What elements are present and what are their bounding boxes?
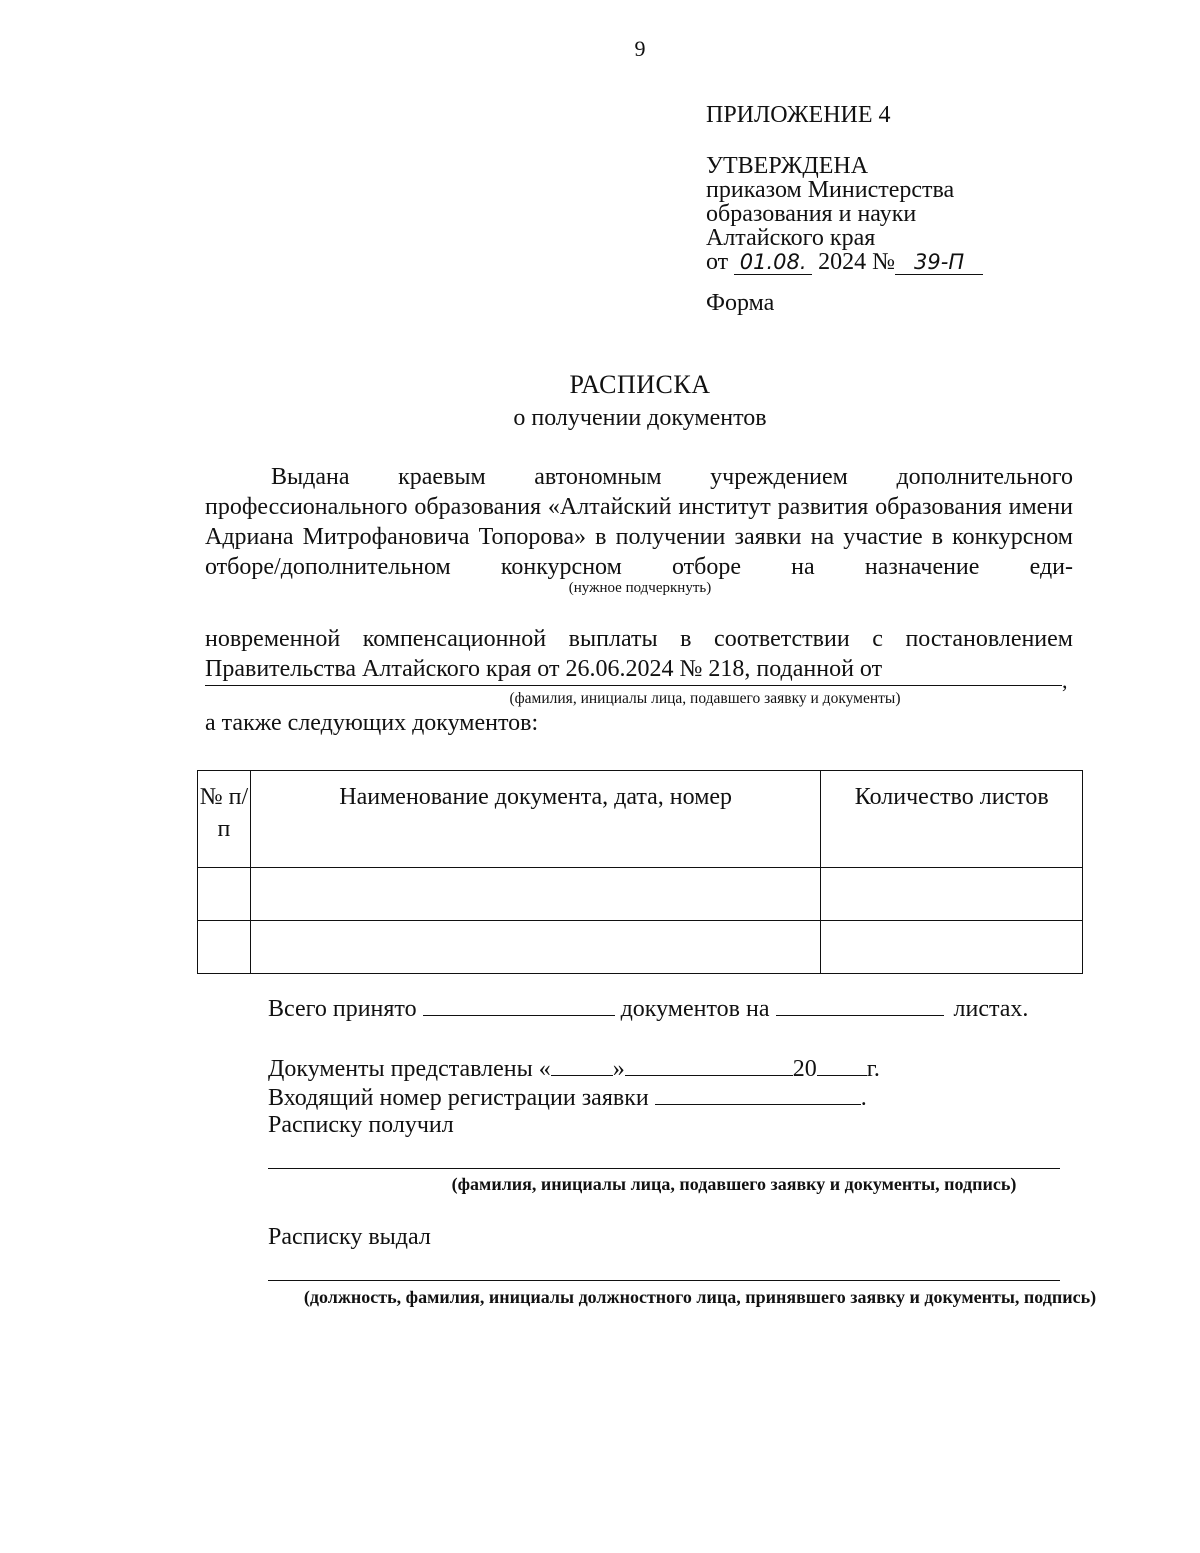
header-sheet-count: Количество листов (821, 771, 1083, 868)
day-blank[interactable] (551, 1055, 613, 1076)
table-cell[interactable] (198, 868, 251, 921)
order-date-handwritten: 01.08. (734, 250, 812, 275)
quote-close: » (612, 1056, 625, 1082)
approved-by-line3: Алтайского края (706, 225, 876, 251)
docs-on-label: документов на (620, 996, 770, 1022)
appendix-label: ПРИЛОЖЕНИЕ 4 (706, 102, 891, 128)
header-number: № п/п (198, 771, 251, 868)
table-cell[interactable] (198, 921, 251, 974)
month-blank[interactable] (625, 1055, 793, 1076)
table-cell[interactable] (250, 921, 821, 974)
table-cell[interactable] (821, 868, 1083, 921)
issued-by-caption: (должность, фамилия, инициалы должностного лица, принявшего заявку и документы, подпись) (303, 1287, 1097, 1307)
table-cell[interactable] (250, 868, 821, 921)
issued-by-signature-line[interactable] (268, 1280, 1060, 1281)
approved-by-line2: образования и науки (706, 201, 917, 227)
also-docs-label: а также следующих документов: (205, 710, 539, 736)
body-text-part2: новременной компенсационной выплаты в соответствии с постановлением Правительства Алтайского края от 26.06.2024 № 218, поданной от (205, 626, 1073, 682)
approval-block (706, 154, 983, 275)
approved-by-line1: приказом Министерства (706, 177, 955, 203)
year-blank[interactable] (817, 1055, 867, 1076)
approved-label: УТВЕРЖДЕНА (706, 153, 869, 179)
submitted-label: Документы представлены « (268, 1056, 551, 1082)
body-paragraph-part1 (205, 462, 1073, 582)
order-year: 2024 № (818, 249, 896, 275)
page-number: 9 (634, 36, 646, 61)
submitted-date-row (268, 1055, 880, 1083)
order-number-handwritten: 39-П (895, 250, 983, 275)
accepted-count-blank[interactable] (423, 995, 615, 1016)
century-label: 20 (792, 1056, 817, 1082)
header-document-name: Наименование документа, дата, номер (250, 771, 821, 868)
applicant-fill-line[interactable] (205, 685, 1062, 686)
underline-hint: (нужное подчеркнуть) (568, 580, 712, 596)
applicant-comma: , (1062, 668, 1068, 693)
order-line (706, 250, 983, 275)
table-cell[interactable] (821, 921, 1083, 974)
year-suffix: г. (866, 1056, 880, 1082)
body-text-part1: Выдана краевым автономным учреждением дополнительного профессионального образования «Алтайский институт развития образования имени Адриана Митрофановича Топорова» в получении заявки на участие в конкурсном отборе/дополнительном конкурсном отборе на назначение еди- (205, 464, 1073, 580)
table-row (198, 921, 1083, 974)
received-by-caption: (фамилия, инициалы лица, подавшего заявку и документы, подпись) (451, 1174, 1017, 1194)
registration-number-blank[interactable] (655, 1084, 861, 1105)
registration-row (268, 1084, 867, 1112)
registration-dot: . (860, 1085, 867, 1111)
form-label: Форма (706, 290, 775, 316)
sheets-label: листах. (953, 996, 1029, 1022)
table-header-row (198, 771, 1083, 868)
document-subtitle: о получении документов (513, 405, 767, 431)
document-title: РАСПИСКА (569, 370, 711, 399)
issued-by-label: Расписку выдал (268, 1224, 431, 1250)
sheets-count-blank[interactable] (776, 995, 944, 1016)
applicant-caption: (фамилия, инициалы лица, подавшего заявку и документы) (509, 690, 901, 707)
order-prefix: от (706, 249, 729, 275)
received-by-label: Расписку получил (268, 1112, 454, 1138)
documents-table (197, 770, 1083, 974)
accepted-label: Всего принято (268, 996, 417, 1022)
registration-label: Входящий номер регистрации заявки (268, 1085, 649, 1111)
totals-row (268, 995, 1028, 1023)
table-row (198, 868, 1083, 921)
received-by-signature-line[interactable] (268, 1168, 1060, 1169)
